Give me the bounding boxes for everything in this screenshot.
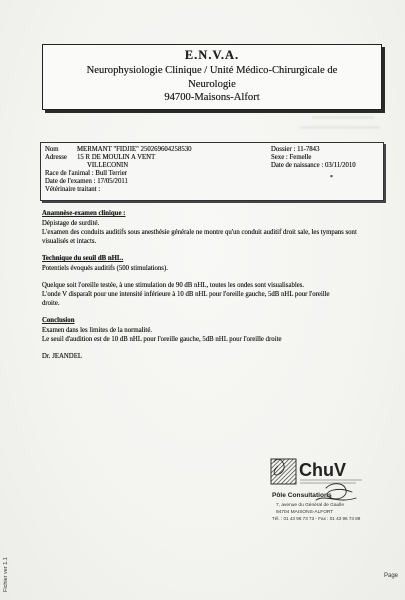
department-line-2: Neurologie <box>188 79 236 90</box>
examen-date-value: 17/05/2011 <box>97 178 128 185</box>
adresse-line-2: VILLECONIN <box>87 162 129 169</box>
race-value: Bull Terrier <box>95 170 127 177</box>
examen-date-label: Date de l'examen : <box>45 178 96 185</box>
race-row <box>45 170 127 178</box>
stamp-address-2: 94704 MAISONS-ALFORT <box>276 510 334 515</box>
conclusion-line: Le seuil d'audition est de 10 dB nHL pour l'oreille gauche, 5dB nHL pour l'oreille droite <box>42 336 282 343</box>
stamp-logo-text: ChuV <box>299 460 346 480</box>
sexe-value: Femelle <box>289 154 312 161</box>
page-label: Page <box>384 573 399 579</box>
section-title-conclusion: Conclusion <box>42 317 75 324</box>
adresse-line-1: 15 R DE MOULIN A VENT <box>77 154 156 161</box>
technique-line: Potentiels évoqués auditifs (500 stimulations). <box>42 265 168 272</box>
anamnese-line: visualisés et intacts. <box>42 238 97 245</box>
veterinaire-label: Vétérinaire traitant : <box>45 186 101 193</box>
naissance-label: Date de naissance : <box>271 162 324 169</box>
file-version-note: Fichier ver 1.1 <box>3 557 9 592</box>
show-through-mark <box>300 126 380 129</box>
show-through-mark <box>312 116 374 119</box>
institution-header-box <box>42 44 382 110</box>
naissance-value: 03/11/2010 <box>324 162 356 169</box>
stamp-phone: Tél. : 01 43 96 73 73 - Fax : 01 43 96 73 89 <box>272 516 361 521</box>
signatory-name: Dr. JEANDEL <box>42 353 83 360</box>
section-title-anamnese: Anamnèse-examen clinique : <box>42 210 126 217</box>
small-mark: * <box>330 175 333 181</box>
race-label: Race de l'animal : <box>45 170 94 177</box>
dossier-value: 11-7843 <box>297 146 320 153</box>
stamp-service: Pôle Consultations <box>272 492 332 499</box>
stamp-address-1: 7, avenue du Général de Gaulle <box>276 503 345 508</box>
examen-date-row <box>45 178 128 186</box>
conclusion-line: Examen dans les limites de la normalité. <box>42 327 153 334</box>
dossier-row <box>271 146 319 154</box>
hospital-stamp <box>266 452 386 532</box>
technique-line: droite. <box>42 300 60 307</box>
naissance-row <box>271 162 356 170</box>
institution-title: E.N.V.A. <box>184 48 240 62</box>
technique-line: L'onde V disparaît pour une intensité inférieure à 10 dB nHL pour l'oreille gauche, 5dB nHL pour l'oreille <box>42 291 330 298</box>
anamnese-line: Dépistage de surdité. <box>42 220 100 227</box>
section-title-technique: Technique du seuil dB nHL. <box>42 255 124 262</box>
dossier-label: Dossier : <box>271 146 296 153</box>
institution-address: 94700-Maisons-Alfort <box>164 92 260 103</box>
anamnese-line: L'examen des conduits auditifs sous anesthésie générale ne montre qu'un conduit auditif droit sale, les tympans sont <box>42 229 357 236</box>
sexe-row <box>271 154 311 162</box>
department-line: Neurophysiologie Clinique / Unité Médico-Chirurgicale de <box>86 65 338 76</box>
patient-info-box <box>40 142 384 201</box>
technique-line: Quelque soit l'oreille testée, à une stimulation de 90 dB nHL, toutes les ondes sont visualisables. <box>42 282 305 289</box>
sexe-label: Sexe : <box>271 154 288 161</box>
nom-value: MERMANT "FIDJIE" 250269604258530 <box>77 146 192 153</box>
adresse-label: Adresse <box>45 154 67 161</box>
nom-label: Nom <box>45 146 59 153</box>
stamp-small-print-lines <box>300 480 362 483</box>
